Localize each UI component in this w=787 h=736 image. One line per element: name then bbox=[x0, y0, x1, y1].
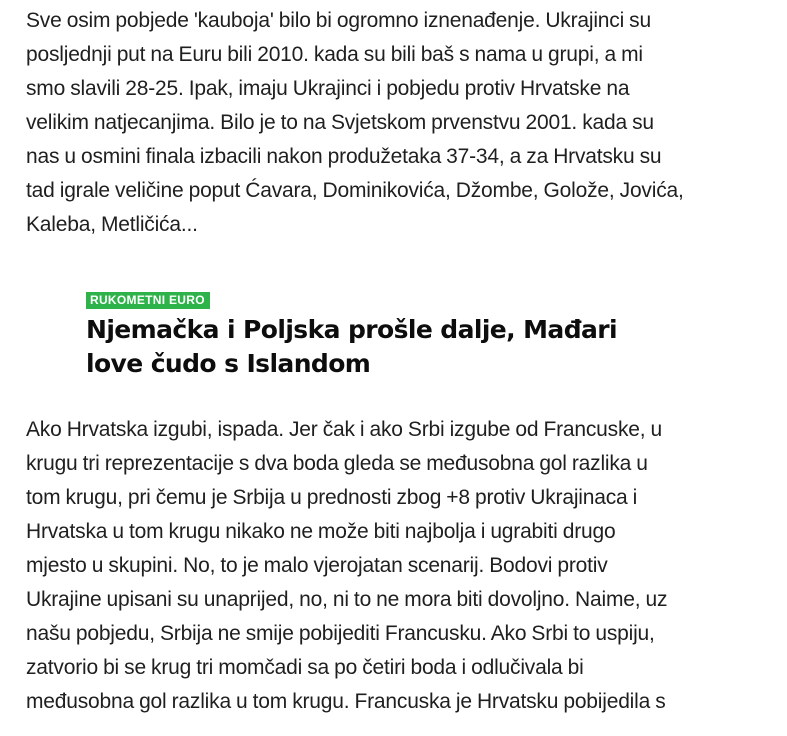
related-title-line: love čudo s Islandom bbox=[86, 349, 371, 378]
paragraph-line: našu pobjedu, Srbija ne smije pobijediti Francusku. Ako Srbi to uspiju, bbox=[26, 622, 655, 645]
paragraph-line: tad igrale veličine poput Ćavara, Dominikovića, Džombe, Golože, Jovića, bbox=[26, 179, 684, 202]
paragraph-line: nas u osmini finala izbacili nakon produžetaka 37-34, a za Hrvatsku su bbox=[26, 145, 662, 168]
paragraph-line: mjesto u skupini. No, to je malo vjerojatan scenarij. Bodovi protiv bbox=[26, 554, 608, 577]
related-article-category-badge: RUKOMETNI EURO bbox=[86, 292, 210, 309]
paragraph-line: smo slavili 28-25. Ipak, imaju Ukrajinci i pobjedu protiv Hrvatske na bbox=[26, 77, 630, 100]
paragraph-line: Ako Hrvatska izgubi, ispada. Jer čak i ako Srbi izgube od Francuske, u bbox=[26, 418, 662, 441]
article-paragraph-2 bbox=[26, 413, 766, 719]
paragraph-line: zatvorio bi se krug tri momčadi sa po četiri boda i odlučivala bi bbox=[26, 656, 584, 679]
paragraph-line: međusobna gol razlika u tom krugu. Francuska je Hrvatsku pobijedila s bbox=[26, 690, 666, 713]
paragraph-line: Ukrajine upisani su unaprijed, no, ni to ne mora biti dovoljno. Naime, uz bbox=[26, 588, 668, 611]
paragraph-line: velikim natjecanjima. Bilo je to na Svjetskom prvenstvu 2001. kada su bbox=[26, 111, 654, 134]
paragraph-line: Sve osim pobjede 'kauboja' bilo bi ogromno iznenađenje. Ukrajinci su bbox=[26, 9, 651, 32]
related-article-title[interactable] bbox=[86, 313, 726, 381]
paragraph-line: posljednji put na Euru bili 2010. kada su bili baš s nama u grupi, a mi bbox=[26, 43, 643, 66]
paragraph-line: krugu tri reprezentacije s dva boda gleda se međusobna gol razlika u bbox=[26, 452, 648, 475]
related-title-line: Njemačka i Poljska prošle dalje, Mađari bbox=[86, 315, 617, 344]
paragraph-line: Hrvatska u tom krugu nikako ne može biti najbolja i ugrabiti drugo bbox=[26, 520, 616, 543]
paragraph-line: tom krugu, pri čemu je Srbija u prednosti zbog +8 protiv Ukrajinaca i bbox=[26, 486, 638, 509]
article-paragraph-1 bbox=[26, 4, 766, 242]
paragraph-line: Kaleba, Metličića... bbox=[26, 213, 198, 236]
related-article-link[interactable] bbox=[86, 291, 726, 381]
